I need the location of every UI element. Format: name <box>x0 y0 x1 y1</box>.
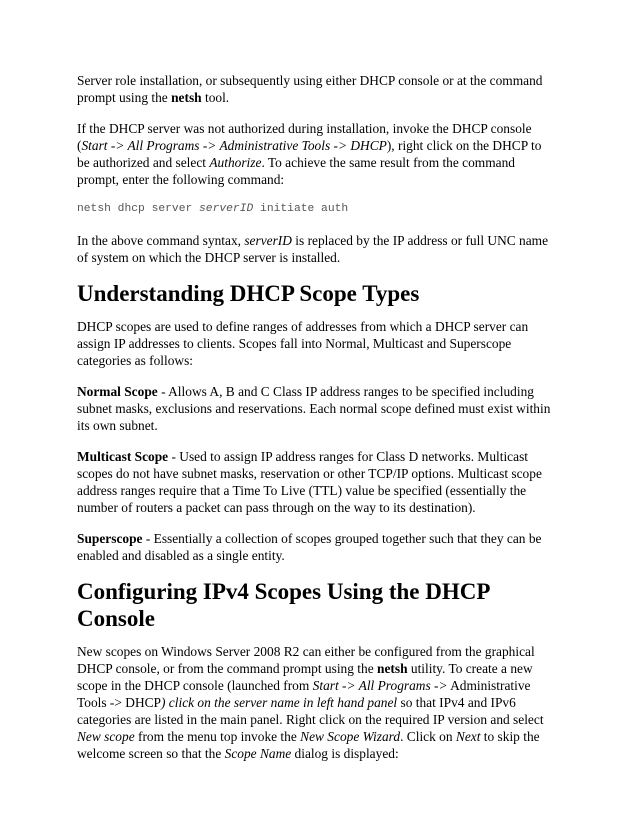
command-line: netsh dhcp server serverID initiate auth <box>77 203 349 215</box>
serverid-term: serverID <box>244 233 292 248</box>
normal-scope-term: Normal Scope <box>77 384 158 399</box>
new-scope-term: New scope <box>77 729 135 744</box>
scope-name-term: Scope Name <box>224 746 292 761</box>
next-term: Next <box>455 729 481 744</box>
configuring-paragraph: New scopes on Windows Server 2008 R2 can either be configured from the graphical DHCP console, or from the command prompt using the netsh utility. To create a new scope in the DHCP console (launched from Start -> All Programs -> Administrative Tools -> DHCP) click on the server name in left hand panel so that IPv4 and IPv6 categories are listed in the main panel. Right click on the required IP version and select New scope from the menu top invoke the New Scope Wizard. Click on Next to skip the welcome screen so that the Scope Name dialog is displayed: <box>77 644 544 761</box>
new-scope-wizard-term: New Scope Wizard <box>300 729 401 744</box>
section-heading-configuring: Configuring IPv4 Scopes Using the DHCP Console <box>77 579 490 631</box>
scopes-paragraph: DHCP scopes are used to define ranges of addresses from which a DHCP server can assign IP addresses to clients. Scopes fall into Normal, Multicast and Superscope categories as follows: <box>77 319 529 368</box>
command-argument: serverID <box>199 203 254 215</box>
netsh-keyword: netsh <box>171 90 202 105</box>
superscope-term: Superscope <box>77 531 143 546</box>
multicast-scope-paragraph: Multicast Scope - Used to assign IP address ranges for Class D networks. Multicast scopes do not have subnet masks, reservation or other TCP/IP options. Multicast scope address ranges require that a Time To Live (TTL) value be specified (essentially the number of routers a packet can pass through on the way to its destination). <box>77 449 542 515</box>
authorize-term: Authorize <box>209 155 262 170</box>
syntax-paragraph: In the above command syntax, serverID is replaced by the IP address or full UNC name of system on which the DHCP server is installed. <box>77 233 549 265</box>
section-heading-scope-types: Understanding DHCP Scope Types <box>77 281 420 306</box>
netsh-utility: netsh <box>377 661 408 676</box>
intro-paragraph: Server role installation, or subsequently using either DHCP console or at the command prompt using the netsh tool. <box>77 73 543 105</box>
superscope-paragraph: Superscope - Essentially a collection of scopes grouped together such that they can be enabled and disabled as a single entity. <box>77 531 542 563</box>
multicast-scope-term: Multicast Scope <box>77 449 169 464</box>
normal-scope-paragraph: Normal Scope - Allows A, B and C Class IP address ranges to be specified including subnet masks, exclusions and reservations. Each normal scope defined must exist within its own subnet. <box>77 384 551 433</box>
menu-path: Start -> All Programs -> Administrative Tools -> DHCP <box>81 138 387 153</box>
authorize-paragraph: If the DHCP server was not authorized during installation, invoke the DHCP console (Start -> All Programs -> Administrative Tools -> DHCP), right click on the DHCP to be authorized and select Authorize. To achieve the same result from the command prompt, enter the following command: <box>77 121 542 187</box>
